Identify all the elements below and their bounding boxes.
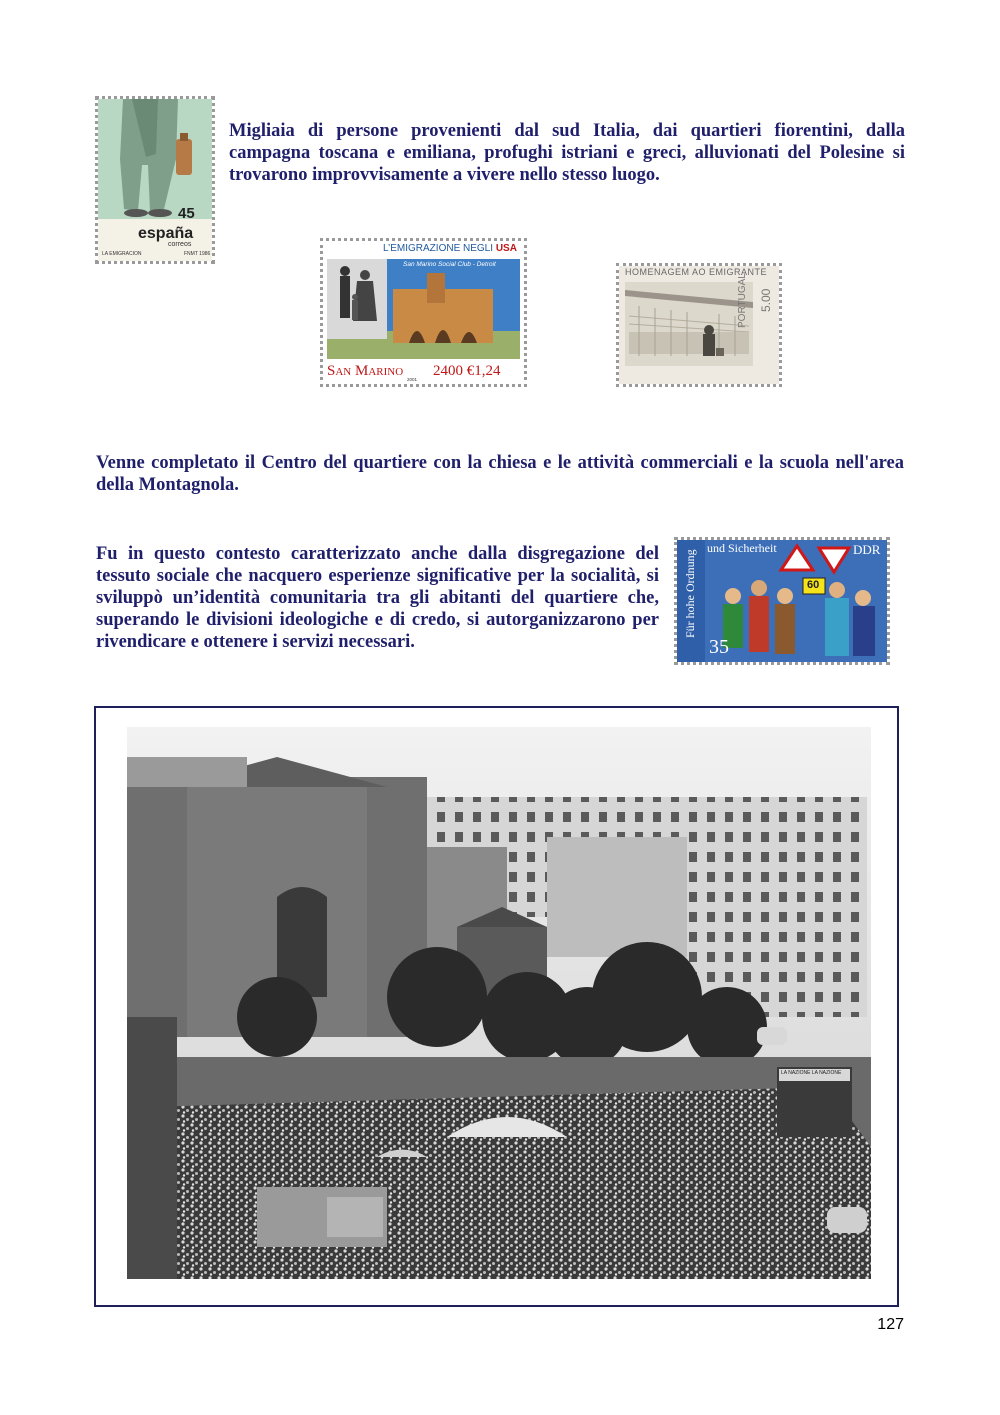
stamp-ddr-value: 35 <box>709 636 729 658</box>
paragraph-socialita: Fu in questo contesto caratterizzato anche dalla disgregazione del tessuto sociale che nacquero esperienze significative per la socialità, si sviluppò un’identità comunitaria tra gli abitanti del quartiere che, superando le divisioni ideologiche e di credo, si autorganizzarono per rivendicare e ottenere i servizi necessari. <box>96 544 659 652</box>
stamp-spain-sub: correos <box>168 241 192 248</box>
stamp-san-marino-emigration <box>320 238 527 387</box>
stamp-ddr-country: DDR <box>853 542 881 557</box>
stamp-spain-value: 45 <box>178 205 195 222</box>
photo-kiosk-sign: LA NAZIONE LA NAZIONE <box>781 1070 842 1076</box>
stamp-ddr-sign: 60 <box>807 579 820 591</box>
stamp-portugal-illustration <box>619 266 779 384</box>
stamp-portugal-value: 5.00 <box>759 288 773 312</box>
stamp-portugal-country: PORTUGAL <box>737 273 748 328</box>
stamp-san-marino-year: 2001 <box>407 377 418 382</box>
stamp-spain-caption: LA EMIGRACION <box>102 251 142 257</box>
stamp-san-marino-value: 2400 €1,24 <box>433 363 501 379</box>
stamp-ddr-line1: Für hohe Ordnung <box>683 549 697 638</box>
stamp-san-marino-country: San Marino <box>327 363 404 379</box>
stamp-ddr-line2: und Sicherheit <box>707 541 777 555</box>
stamp-san-marino-title <box>383 243 517 254</box>
photo-frame <box>94 706 899 1307</box>
stamp-san-marino-title-highlight: USA <box>495 243 517 254</box>
stamp-spain-maker: FNMT 1986 <box>184 251 211 257</box>
stamp-portugal-title: HOMENAGEM AO EMIGRANTE <box>625 267 768 277</box>
paragraph-migration: Migliaia di persone provenienti dal sud Italia, dai quartieri fiorentini, dalla campagna toscana e emiliana, profughi istriani e greci, alluvionati del Polesine si trovarono improvvisamente a vivere nello stesso luogo. <box>229 121 905 185</box>
stamp-portugal-emigrant <box>616 263 782 387</box>
stamp-spain-country: españa <box>138 225 194 242</box>
page-number: 127 <box>877 1316 904 1333</box>
historical-photo-piazza-crowd <box>127 727 871 1279</box>
stamp-san-marino-subtitle: San Marino Social Club - Detroit <box>403 261 496 268</box>
stamp-san-marino-title-prefix: L’EMIGRAZIONE NEGLI <box>383 243 496 254</box>
stamp-ddr-ordnung <box>674 537 890 665</box>
photo-illustration <box>127 727 871 1279</box>
paragraph-centro-quartiere: Venne completato il Centro del quartiere con la chiesa e le attività commerciali e la scuola nell'area della Montagnola. <box>96 453 904 495</box>
stamp-spain-emigration <box>95 96 215 264</box>
